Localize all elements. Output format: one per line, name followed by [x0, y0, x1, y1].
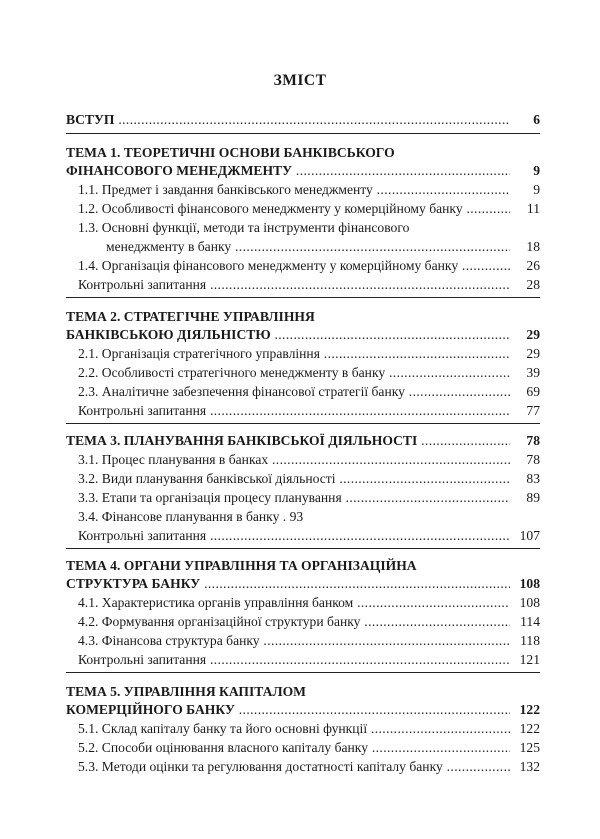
toc-entry-label: 4.2. Формування організаційної структури банку .....	[78, 612, 510, 631]
toc-entry-label: СТРУКТУРА БАНКУ .....	[66, 574, 510, 593]
toc-entry-label: 3.1. Процес планування в банках .....	[78, 450, 510, 469]
toc-page-number: 114	[510, 612, 540, 631]
toc-entry-4-2[interactable]	[66, 612, 540, 631]
toc-page-number: 89	[510, 488, 540, 507]
toc-entry-label: 5.3. Методи оцінки та регулювання достатності капіталу банку .....	[78, 757, 510, 776]
toc-entry-label: 5.1. Склад капіталу банку та його основні функції .....	[78, 719, 510, 738]
toc-entry-1-1[interactable]	[66, 180, 540, 199]
toc-page-number: 108	[510, 574, 540, 593]
toc-entry-2-1[interactable]	[66, 344, 540, 363]
toc-page-number: 122	[510, 700, 540, 719]
toc-page-number: 78	[510, 450, 540, 469]
toc-entry-label: менеджменту в банку .....	[106, 237, 510, 256]
toc-entry-label: 2.1. Організація стратегічного управління .....	[78, 344, 510, 363]
topic-1-heading: ТЕМА 1. ТЕОРЕТИЧНІ ОСНОВИ БАНКІВСЬКОГО	[66, 145, 395, 160]
toc-page-number: 77	[510, 401, 540, 420]
toc-page-number: 9	[510, 161, 540, 180]
toc-page-number: 108	[510, 593, 540, 612]
toc-entry-label: 5.2. Способи оцінювання власного капіталу банку .....	[78, 738, 510, 757]
page-title: ЗМІСТ	[273, 72, 327, 89]
toc-entry-label: Контрольні запитання .....	[78, 275, 510, 294]
toc-entry-label: 3.2. Види планування банківської діяльності .....	[78, 469, 510, 488]
toc-entry-label: 1.1. Предмет і завдання банківського менеджменту .....	[78, 180, 510, 199]
toc-entry-label: 1.2. Особливості фінансового менеджменту у комерційному банку .....	[78, 199, 510, 218]
toc-entry-label: БАНКІВСЬКОЮ ДІЯЛЬНІСТЮ .....	[66, 325, 510, 344]
toc-page-number: 18	[510, 237, 540, 256]
toc-entry-3-2[interactable]	[66, 469, 540, 488]
toc-entry-2-2[interactable]	[66, 363, 540, 382]
toc-entry-label: Контрольні запитання .....	[78, 526, 510, 545]
toc-entry-label: 4.3. Фінансова структура банку .....	[78, 631, 510, 650]
toc-page-number: 11	[510, 199, 540, 218]
toc-entry-3-control[interactable]	[66, 526, 540, 545]
toc-page-number: 29	[510, 344, 540, 363]
toc-entry-topic-5[interactable]	[66, 700, 540, 719]
toc-entry-4-control[interactable]	[66, 650, 540, 669]
toc-entry-label: 2.2. Особливості стратегічного менеджменту в банку .....	[78, 363, 510, 382]
toc-entry-1-3-line1: 1.3. Основні функції, методи та інструменти фінансового	[78, 220, 410, 235]
toc-entry-label: 1.4. Організація фінансового менеджменту у комерційному банку .....	[78, 256, 510, 275]
toc-page-number: 6	[510, 110, 540, 129]
toc-entry-topic-1[interactable]	[66, 161, 540, 180]
toc-page-number: 78	[510, 431, 540, 450]
section-divider	[66, 548, 540, 549]
toc-page-number: 29	[510, 325, 540, 344]
toc-entry-5-3[interactable]	[66, 757, 540, 776]
section-divider	[66, 672, 540, 673]
toc-entry-intro[interactable]	[66, 110, 540, 129]
toc-page-number: 107	[510, 526, 540, 545]
toc-entry-label: ТЕМА 3. ПЛАНУВАННЯ БАНКІВСЬКОЇ ДІЯЛЬНОСТІ .....	[66, 431, 510, 450]
toc-entry-5-2[interactable]	[66, 738, 540, 757]
topic-5-heading: ТЕМА 5. УПРАВЛІННЯ КАПІТАЛОМ	[66, 684, 306, 699]
section-divider	[66, 133, 540, 134]
toc-entry-topic-2[interactable]	[66, 325, 540, 344]
toc-entry-label: 2.3. Аналітичне забезпечення фінансової стратегії банку .....	[78, 382, 510, 401]
toc-page-number: 121	[510, 650, 540, 669]
toc-entry-1-4[interactable]	[66, 256, 540, 275]
toc-entry-label: ВСТУП .....	[66, 110, 510, 129]
toc-page-number: 39	[510, 363, 540, 382]
toc-entry-1-3[interactable]	[66, 237, 540, 256]
toc-entry-4-3[interactable]	[66, 631, 540, 650]
toc-entry-topic-3[interactable]	[66, 431, 540, 450]
toc-entry-1-2[interactable]	[66, 199, 540, 218]
toc-entry-label: ФІНАНСОВОГО МЕНЕДЖМЕНТУ .....	[66, 161, 510, 180]
toc-entry-3-3[interactable]	[66, 488, 540, 507]
topic-4-heading: ТЕМА 4. ОРГАНИ УПРАВЛІННЯ ТА ОРГАНІЗАЦІЙНА	[66, 558, 417, 573]
toc-entry-label: Контрольні запитання .....	[78, 650, 510, 669]
toc-entry-1-control[interactable]	[66, 275, 540, 294]
toc-page-number: 125	[510, 738, 540, 757]
toc-page-number: 83	[510, 469, 540, 488]
toc-page-number: 9	[510, 180, 540, 199]
toc-entry-label: Контрольні запитання .....	[78, 401, 510, 420]
section-divider	[66, 297, 540, 298]
toc-entry-label: 4.1. Характеристика органів управління банком .....	[78, 593, 510, 612]
toc-entry-2-3[interactable]	[66, 382, 540, 401]
toc-entry-topic-4[interactable]	[66, 574, 540, 593]
toc-page-number: 28	[510, 275, 540, 294]
toc-entry-2-control[interactable]	[66, 401, 540, 420]
toc-page-number: 69	[510, 382, 540, 401]
section-divider	[66, 423, 540, 424]
toc-page-number: 132	[510, 757, 540, 776]
toc-page-number: 122	[510, 719, 540, 738]
toc-entry-3-4[interactable]: 3.4. Фінансове планування в банку . 93	[78, 509, 304, 524]
toc-entry-5-1[interactable]	[66, 719, 540, 738]
topic-2-heading: ТЕМА 2. СТРАТЕГІЧНЕ УПРАВЛІННЯ	[66, 309, 315, 324]
toc-entry-label: 3.3. Етапи та організація процесу планування .....	[78, 488, 510, 507]
toc-entry-3-1[interactable]	[66, 450, 540, 469]
toc-entry-label: КОМЕРЦІЙНОГО БАНКУ .....	[66, 700, 510, 719]
toc-page-number: 26	[510, 256, 540, 275]
toc-entry-4-1[interactable]	[66, 593, 540, 612]
toc-page-number: 118	[510, 631, 540, 650]
